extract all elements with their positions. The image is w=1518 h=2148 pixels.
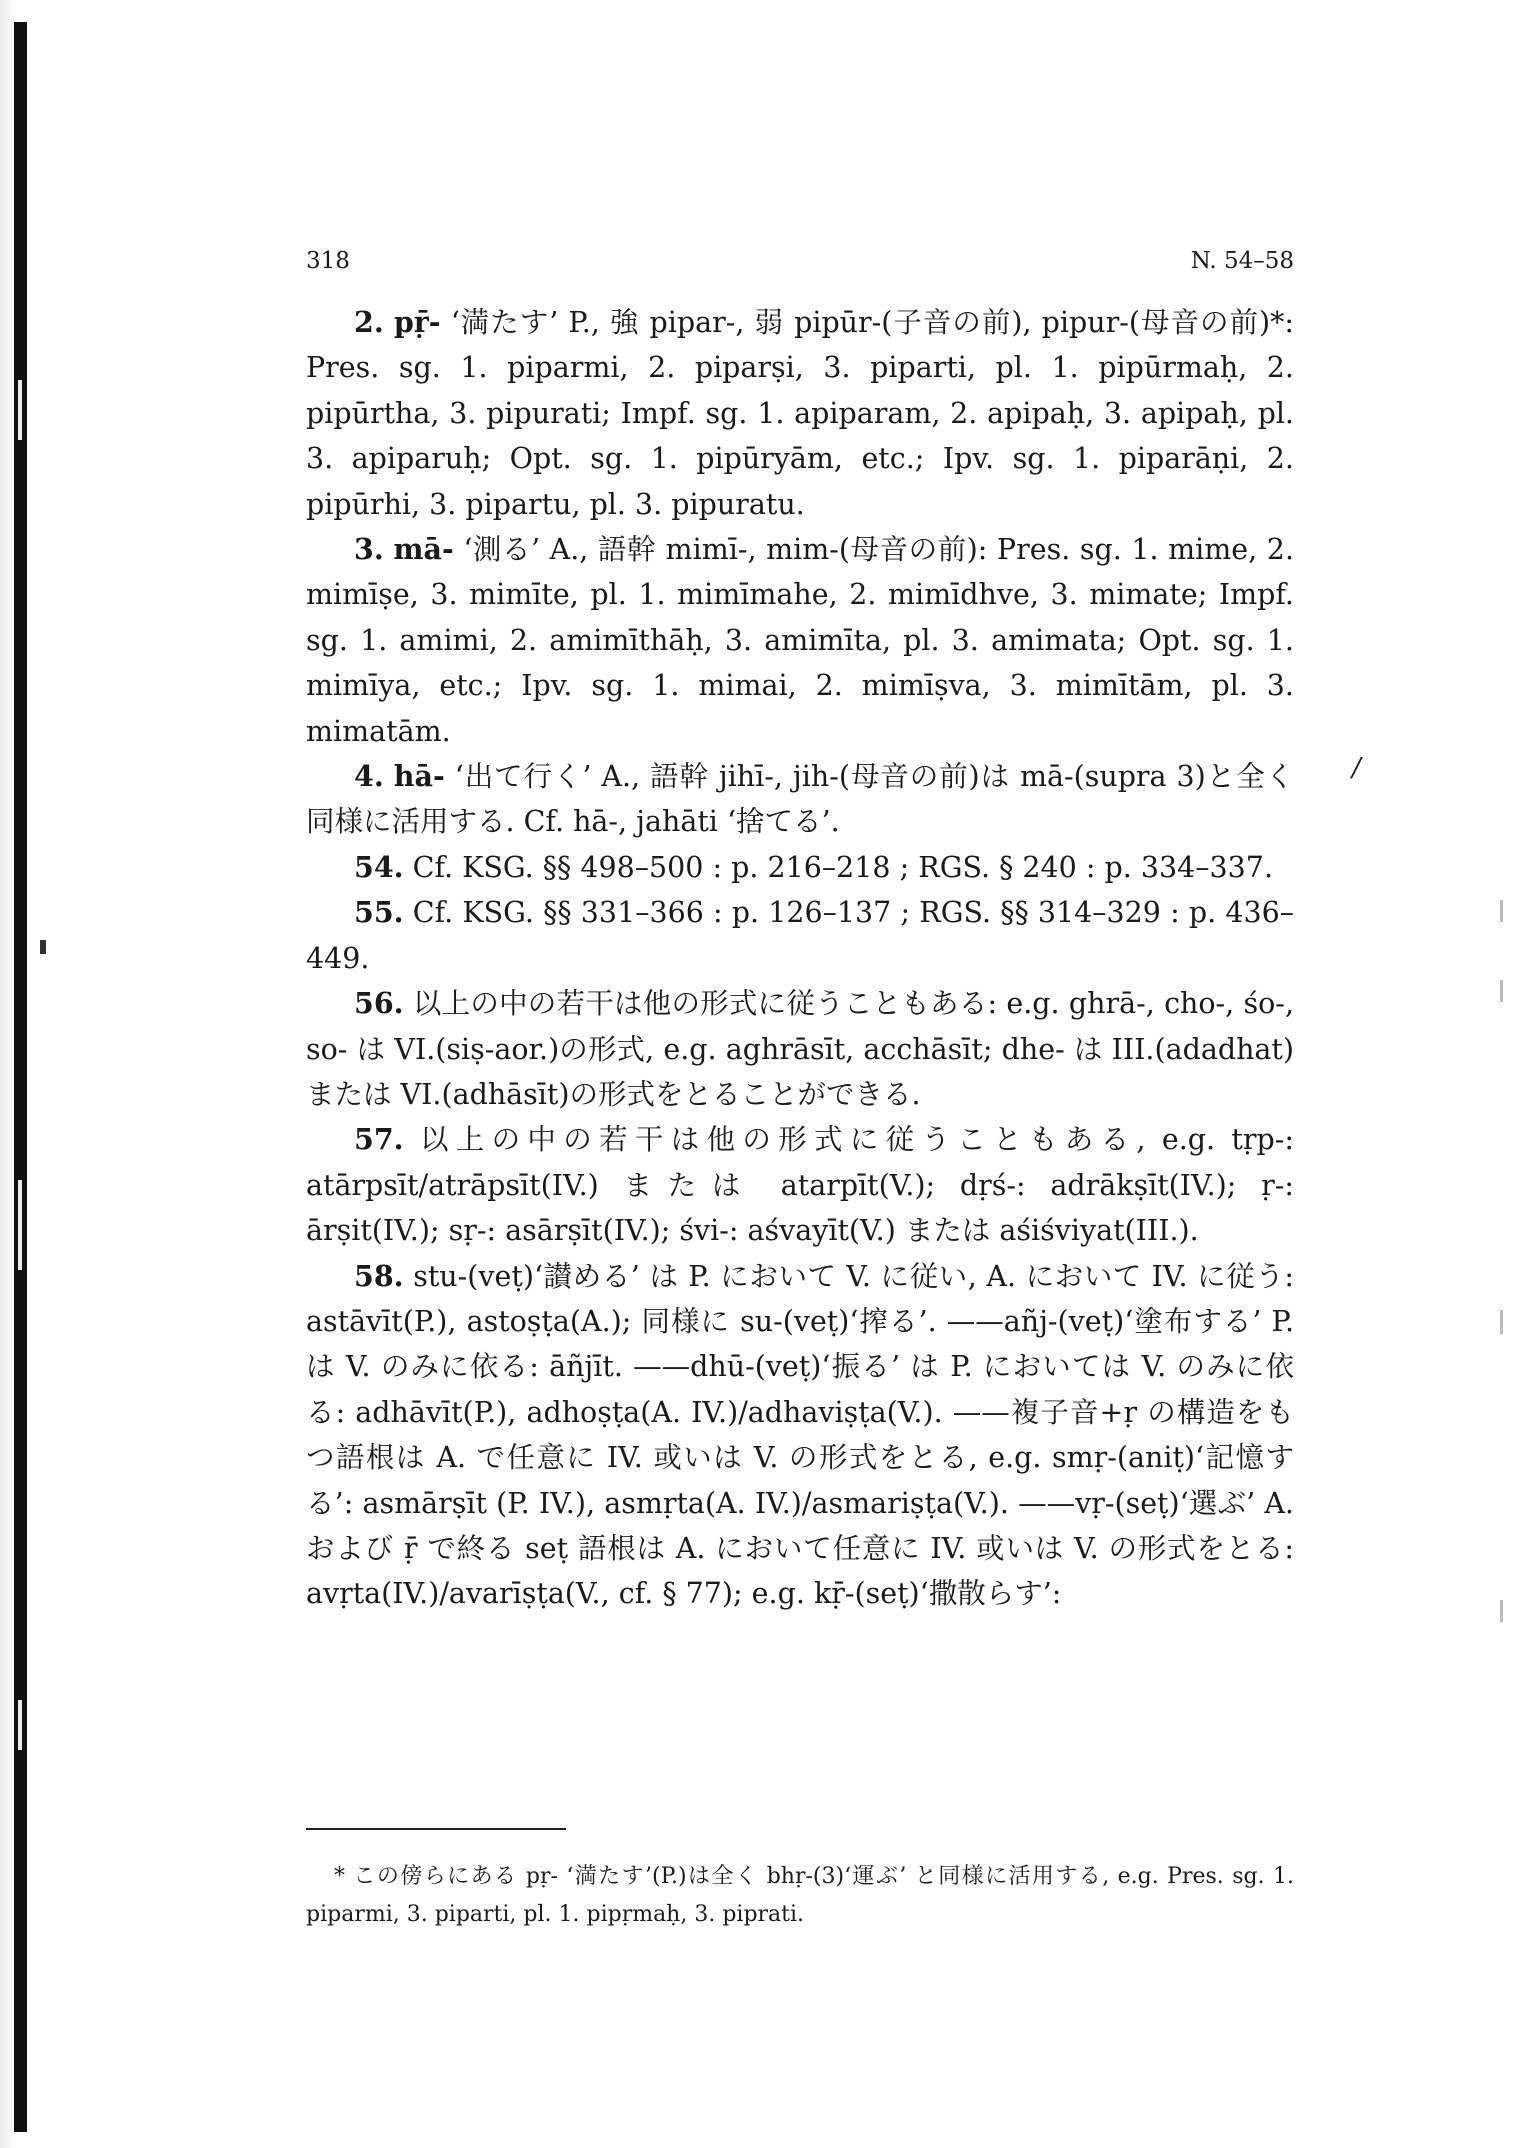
scan-speck: [40, 940, 46, 954]
page-number: 318: [306, 248, 350, 274]
entry-text: ‘測る’ A., 語幹 mimī-, mim-(母音の前): Pres. sg. 1. mime, 2. mimīṣe, 3. mimīte, pl. 1. mimīmahe, 2. mimīdhve, 3. mimate; Impf. sg. 1. amimi, 2. amimīthāḥ, 3. amimīta, pl. 3. amimata; Opt. sg. 1. mimīya, etc.; Ipv. sg. 1. mimai, 2. mimīṣva, 3. mimītām, pl. 3. mimatām.: [306, 533, 1295, 748]
entry-text: ‘出て行く’ A., 語幹 jihī-, jih-(母音の前)は mā-(supra 3)と全く同様に活用する. Cf. hā-, jahāti ‘捨てる’.: [306, 760, 1294, 839]
note-57: [306, 1117, 1294, 1253]
entry-3: [306, 527, 1294, 754]
entry-number: 3.: [354, 532, 384, 567]
scan-speck: [1500, 1600, 1503, 1622]
page-header: [306, 246, 1294, 276]
entry-number: 4.: [354, 759, 384, 794]
entry-headword: hā-: [393, 759, 445, 794]
entry-2: [306, 300, 1294, 527]
scan-speck: [1500, 1310, 1503, 1334]
note-text: Cf. KSG. §§ 498–500 : p. 216–218 ; RGS. § 240 : p. 334–337.: [403, 850, 1273, 884]
note-text: Cf. KSG. §§ 331–366 : p. 126–137 ; RGS. §§ 314–329 : p. 436–449.: [306, 896, 1294, 975]
entry-headword: mā-: [393, 532, 454, 567]
note-text: 以上の中の若干は他の形式に従うこともある, e.g. tṛp-: atārpsīt/atrāpsīt(IV.) または atarpīt(V.); dṛś-: adrākṣīt(IV.); ṛ-: ārṣit(IV.); sṛ-: asārṣīt(IV.); śvi-: aśvayīt(V.) または aśiśviyat(III.).: [306, 1123, 1294, 1248]
page-body: [306, 300, 1294, 1617]
scan-speck: [1500, 900, 1503, 922]
scan-speck: [1500, 980, 1503, 1002]
binding-gap: [18, 380, 22, 440]
note-number: 57.: [354, 1122, 404, 1157]
footnote: [306, 1858, 1294, 1934]
footnote-text: * この傍らにある pṛ- ‘満たす’(P.)は全く bhṛ-(3)‘運ぶ’ と同様に活用する, e.g. Pres. sg. 1. piparmi, 3. piparti, pl. 1. pipṛmaḥ, 3. piprati.: [306, 1864, 1294, 1927]
note-55: [306, 890, 1294, 981]
running-head: N. 54–58: [1190, 248, 1294, 274]
entry-headword: pṝ-: [393, 305, 441, 339]
footnote-rule: [306, 1828, 566, 1830]
note-text: 以上の中の若干は他の形式に従うこともある: e.g. ghrā-, cho-, śo-, so- は VI.(siṣ-aor.)の形式, e.g. aghrāsīt, acchāsīt; dhe- は III.(adadhat)または VI.(adhāsīt)の形式をとることができる.: [306, 987, 1294, 1111]
note-number: 55.: [354, 895, 404, 930]
note-number: 56.: [354, 986, 404, 1021]
note-number: 58.: [354, 1258, 404, 1293]
entry-text: ‘満たす’ P., 強 pipar-, 弱 pipūr-(子音の前), pipur-(母音の前)*: Pres. sg. 1. piparmi, 2. piparṣi, 3. piparti, pl. 1. pipūrmaḥ, 2. pipūrtha, 3. pipurati; Impf. sg. 1. apiparam, 2. apipaḥ, 3. apipaḥ, pl. 3. apiparuḥ; Opt. sg. 1. pipūryām, etc.; Ipv. sg. 1. piparāṇi, 2. pipūrhi, 3. pipartu, pl. 3. pipuratu.: [306, 306, 1295, 521]
note-54: [306, 845, 1294, 890]
binding-gap: [18, 1180, 22, 1270]
note-56: [306, 981, 1294, 1117]
entry-4: [306, 754, 1294, 845]
book-binding-edge: [14, 22, 27, 2132]
entry-number: 2.: [354, 305, 384, 339]
binding-gap: [18, 1700, 22, 1750]
margin-annotation: /: [1352, 753, 1361, 783]
note-text: stu-(veṭ)‘讃める’ は P. において V. に従い, A. において IV. に従う: astāvīt(P.), astoṣṭa(A.); 同様に su-(veṭ)‘搾る’. ——añj-(veṭ)‘塗布する’ P. は V. のみに依る: āñjīt. ——dhū-(veṭ)‘振る’ は P. においては V. のみに依る: adhāvīt(P.), adhoṣṭa(A. IV.)/adhaviṣṭa(V.). ——複子音+ṛ の構造をもつ語根は A. で任意に IV. 或いは V. の形式をとる, e.g. smṛ-(aniṭ)‘記憶する’: asmārṣīt (P. IV.), asmṛta(A. IV.)/asmariṣṭa(V.). ——vṛ-(seṭ)‘選ぶ’ A. および ṝ で終る seṭ 語根は A. において任意に IV. 或いは V. の形式をとる: avṛta(IV.)/avarīṣṭa(V., cf. § 77); e.g. kṝ-(seṭ)‘撒散らす’:: [306, 1259, 1294, 1611]
note-number: 54.: [354, 849, 404, 884]
note-58: [306, 1254, 1294, 1617]
